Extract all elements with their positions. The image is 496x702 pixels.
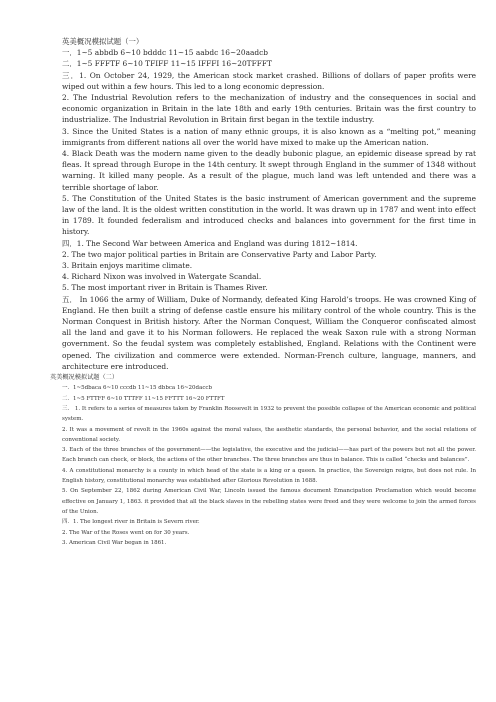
section-2-answers bbox=[62, 383, 476, 548]
answer-line: 一．1~5dbaca 6~10 cccdb 11~15 dbbca 16~20daccb bbox=[62, 385, 213, 392]
answer-paragraph: 2. The Industrial Revolution refers to the mechanization of industry and the consequences in social and economic organization in Britain in the late 18th and early 19th centuries. Britain was the first country to industrialize. The Industrial Revolution in Britain first began in the textile industry. bbox=[62, 93, 476, 125]
answer-paragraph: 三． 1. It refers to a series of measures taken by Franklin Roosevelt in 1932 to prevent the possible collapse of the American economic and political system. bbox=[62, 405, 476, 423]
answer-line: 2. The War of the Roses went on for 30 years. bbox=[62, 529, 190, 536]
section-1-answers bbox=[62, 47, 476, 372]
answer-line: 3. Britain enjoys maritime climate. bbox=[62, 261, 193, 271]
exam-title-2: 英美概况模拟试题（二） bbox=[50, 374, 119, 382]
answer-line: 二．1~5 FFFTF 6~10 TFIFF 11~15 IFFFI 16~20TFFFT bbox=[62, 59, 272, 69]
answer-line: 4. Richard Nixon was involved in Watergate Scandal. bbox=[62, 272, 262, 282]
answer-line: 3. American Civil War began in 1861. bbox=[62, 539, 167, 546]
answer-paragraph: 4. Black Death was the modern name given to the deadly bubonic plague, an epidemic disease spread by rat fleas. It spread through Europe in the 14th century. It swept through England in the summer of 1348 without warning. It killed many people. As a result of the plague, much land was left untended and there was a terrible shortage of labor. bbox=[62, 149, 476, 192]
answer-paragraph: 2. It was a movement of revolt in the 1960s against the moral values, the aesthetic standards, the personal behavior, and the social relations of conventional society. bbox=[62, 426, 476, 443]
answer-paragraph: 5. On September 22, 1862 during American Civil War, Lincoln issued the famous document Emancipation Proclamation which would become effective on January 1, 1863. it provided that all the black slaves in the rebelling states were freed and they were welcome to join the armed forces of the Union. bbox=[62, 488, 476, 515]
answer-line: 二．1~5 FTTFF 6~10 TTTFF 11~15 FFTTT 16~20 FTTFT bbox=[62, 395, 225, 402]
answer-line: 四．1. The longest river in Britain is Severn river. bbox=[62, 519, 200, 526]
answer-paragraph: 3. Since the United States is a nation of many ethnic groups, it is also known as a “melting pot,” meaning immigrants from different nations all over the world have mixed to make up the American nation. bbox=[62, 126, 476, 147]
answer-line: 5. The most important river in Britain is Thames River. bbox=[62, 283, 268, 293]
answer-line: 四．1. The Second War between America and England was during 1812~1814. bbox=[62, 238, 358, 248]
answer-paragraph: 三．1. On October 24, 1929, the American stock market crashed. Billions of dollars of paper profits were wiped out within a few hours. This led to a long economic depression. bbox=[62, 70, 476, 91]
document-page bbox=[50, 36, 476, 548]
answer-line: 2. The two major political parties in Britain are Conservative Party and Labor Party. bbox=[62, 249, 377, 259]
answer-paragraph: 5. The Constitution of the United States is the basic instrument of American government and the supreme law of the land. It is the oldest written constitution in the world. It was drawn up in 1787 and went into effect in 1789. It founded federalism and introduced checks and balances into government for the first time in history. bbox=[62, 193, 476, 237]
answer-line: 一．1~5 abbdb 6~10 bdddc 11~15 aabdc 16~20aadcb bbox=[62, 48, 268, 58]
answer-paragraph: 3. Each of the three branches of the government——the legislative, the executive and the judicial——has part of the powers but not all the power. Each branch can check, or block, the actions of the other branches. The three branches are thus in balance. This is called “checks and balances”. bbox=[62, 447, 476, 464]
exam-title-1: 英美概况模拟试题（一） bbox=[62, 37, 144, 46]
answer-paragraph: 4. A constitutional monarchy is a county in which head of the state is a king or a queen. In practice, the Sovereign reigns, but does not rule. In English history, constitutional monarchy was established after Glorious Revolution in 1688. bbox=[62, 467, 476, 485]
essay-paragraph: 五． In 1066 the army of William, Duke of Normandy, defeated King Harold’s troops. He was crowned King of England. He then built a string of defense castle ensure his military control of the whole country. This is the Norman Conquest in British history. After the Norman Conquest, William the Conqueror confiscated almost all the land and gave it to his Norman followers. He replaced the weak Saxon rule with a strong Norman government. So the feudal system was completely established, England. Relations with the Continent were opened. The civilization and commerce were extended. Norman-French culture, language, manners, and architecture ere introduced. bbox=[62, 294, 476, 371]
